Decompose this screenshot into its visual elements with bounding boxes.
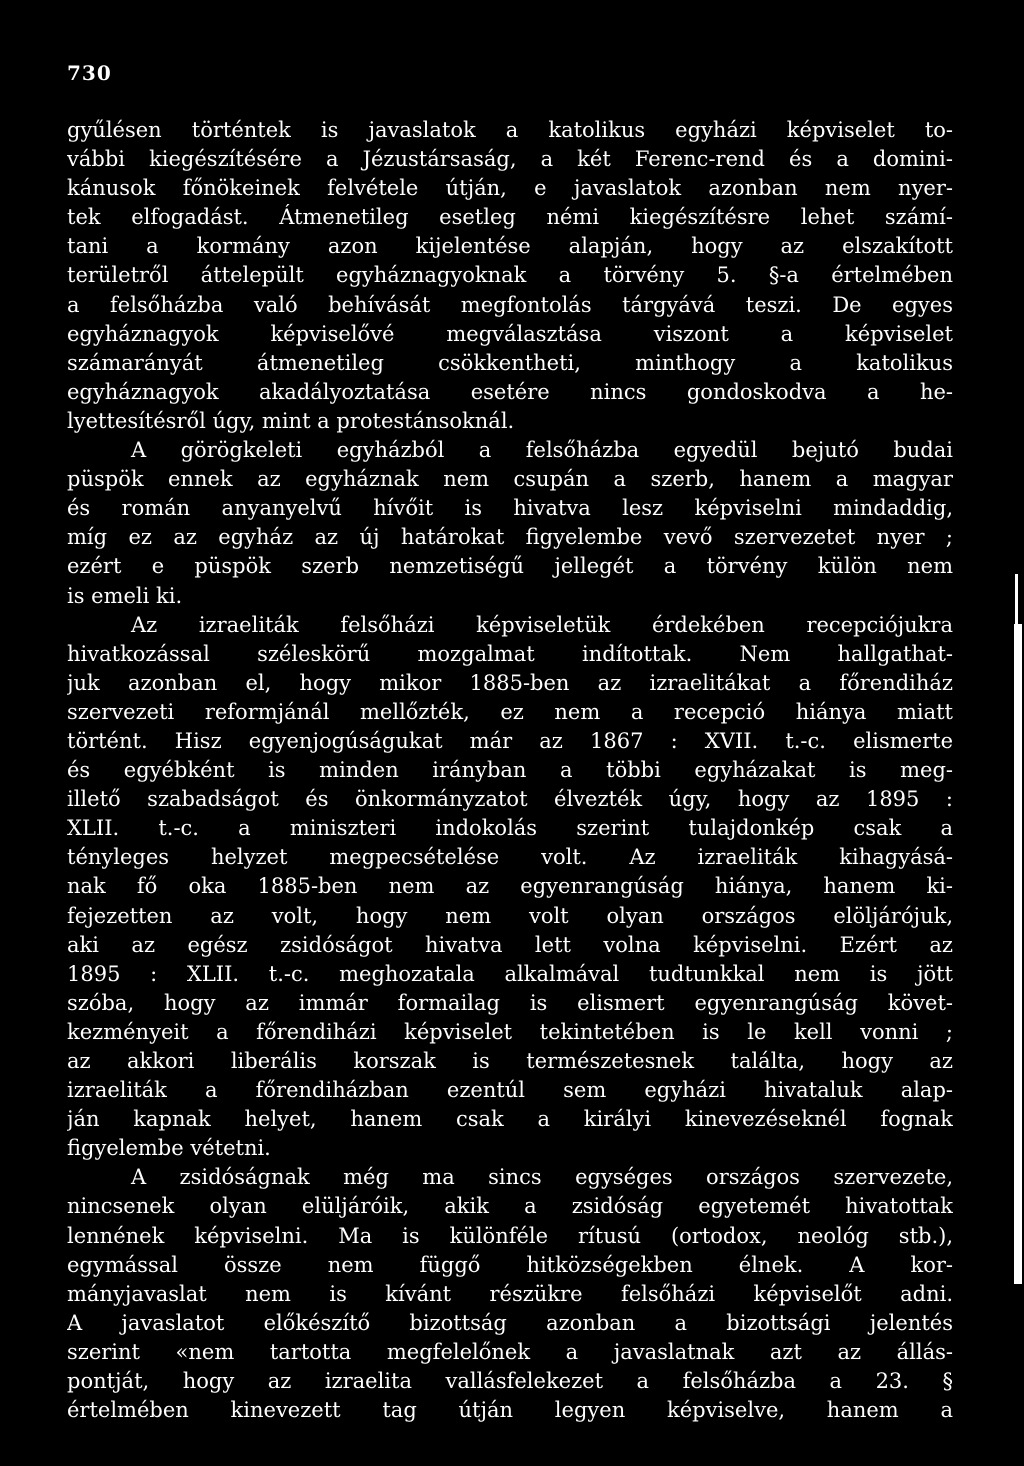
text-line: egymással össze nem függő hitközségekben élnek. A kor-: [67, 1252, 953, 1277]
text-line: izraeliták a főrendiházban ezentúl sem egyházi hivataluk alap-: [67, 1078, 953, 1103]
text-line: püspök ennek az egyháznak nem csupán a szerb, hanem a magyar: [67, 467, 953, 492]
text-line: szerint «nem tartotta megfelelőnek a javaslatnak azt az állás-: [67, 1339, 953, 1364]
text-line: az akkori liberális korszak is természetesnek találta, hogy az: [67, 1049, 953, 1073]
paragraph-start-line: Az izraeliták felsőházi képviseletük érdekében recepciójukra: [131, 612, 953, 637]
paragraph-end-line: is emeli ki.: [67, 583, 183, 608]
text-line: míg ez az egyház az új határokat figyelembe vevő szervezetet nyer ;: [67, 525, 953, 550]
text-line: ján kapnak helyet, hanem csak a királyi kinevezéseknél fognak: [67, 1107, 953, 1132]
text-line: 1895 : XLII. t.-c. meghozatala alkalmával tudtunkkal nem is jött: [67, 961, 953, 986]
text-line: kezményeit a főrendiházi képviselet tekintetében is le kell vonni ;: [67, 1019, 953, 1044]
scan-edge-mark: [1015, 574, 1018, 626]
text-line: területről áttelepült egyháznagyoknak a törvény 5. §-a értelmében: [67, 263, 953, 288]
text-line: és román anyanyelvű hívőit is hivatva lesz képviselni mindaddig,: [67, 496, 953, 521]
text-line: gyűlésen történtek is javaslatok a katolikus egyházi képviselet to-: [67, 118, 953, 142]
text-line: tek elfogadást. Átmenetileg esetleg némi kiegészítésre lehet számí-: [67, 205, 953, 230]
text-line: történt. Hisz egyenjogúságukat már az 1867 : XVII. t.-c. elismerte: [67, 728, 953, 753]
paragraph-start-line: A görögkeleti egyházból a felsőházba egyedül bejutó budai: [131, 438, 953, 463]
text-line: számarányát átmenetileg csökkentheti, minthogy a katolikus: [67, 350, 953, 375]
text-line: pontját, hogy az izraelita vallásfelekezet a felsőházba a 23. §: [67, 1369, 953, 1394]
text-line: szervezeti reformjánál mellőzték, ez nem a recepció hiánya miatt: [67, 699, 953, 724]
text-line: hivatkozással széleskörű mozgalmat indítottak. Nem hallgathat-: [67, 641, 953, 666]
text-line: nak fő oka 1885-ben nem az egyenrangúság hiánya, hanem ki-: [67, 874, 953, 899]
text-line: fejezetten az volt, hogy nem volt olyan országos elöljárójuk,: [67, 903, 953, 928]
text-line: ezért e püspök szerb nemzetiségű jellegét a törvény külön nem: [67, 554, 953, 579]
text-line: lennének képviselni. Ma is különféle rítusú (ortodox, neológ stb.),: [67, 1223, 953, 1248]
paragraph-start-line: A zsidóságnak még ma sincs egységes országos szervezete,: [131, 1165, 953, 1190]
page-number: 730: [67, 61, 112, 85]
text-line: egyháznagyok képviselővé megválasztása viszont a képviselet: [67, 321, 953, 346]
text-line: tényleges helyzet megpecsételése volt. Az izraeliták kihagyásá-: [67, 845, 953, 870]
text-line: mányjavaslat nem is kívánt részükre felsőházi képviselőt adni.: [67, 1281, 953, 1306]
body-text: [67, 116, 953, 1425]
paragraph-end-line: lyettesítésről úgy, mint a protestánsoknál.: [67, 408, 515, 433]
text-line: szóba, hogy az immár formailag is elismert egyenrangúság követ-: [67, 990, 953, 1015]
text-line: A javaslatot előkészítő bizottság azonban a bizottsági jelentés: [67, 1310, 953, 1335]
text-line: kánusok főnökeinek felvétele útján, e javaslatok azonban nem nyer-: [67, 176, 953, 201]
text-line: a felsőházba való behívását megfontolás tárgyává teszi. De egyes: [67, 292, 953, 317]
text-line: vábbi kiegészítésére a Jézustársaság, a két Ferenc-rend és a domini-: [67, 147, 953, 172]
text-line: tani a kormány azon kijelentése alapján, hogy az elszakított: [67, 234, 953, 259]
text-line: illető szabadságot és önkormányzatot élvezték úgy, hogy az 1895 :: [67, 787, 953, 812]
text-line: nincsenek olyan elüljáróik, akik a zsidóság egyetemét hivatottak: [67, 1194, 953, 1219]
text-line: értelmében kinevezett tag útján legyen képviselve, hanem a: [67, 1398, 953, 1423]
text-line: és egyébként is minden irányban a többi egyházakat is meg-: [67, 758, 953, 783]
text-line: aki az egész zsidóságot hivatva lett volna képviselni. Ezért az: [67, 932, 953, 957]
paragraph-end-line: figyelembe vétetni.: [67, 1136, 271, 1161]
scan-edge-mark: [1014, 624, 1022, 1284]
text-line: XLII. t.-c. a miniszteri indokolás szerint tulajdonkép csak a: [67, 816, 953, 841]
text-line: egyháznagyok akadályoztatása esetére nincs gondoskodva a he-: [67, 379, 953, 404]
text-line: juk azonban el, hogy mikor 1885-ben az izraelitákat a főrendiház: [67, 670, 953, 695]
